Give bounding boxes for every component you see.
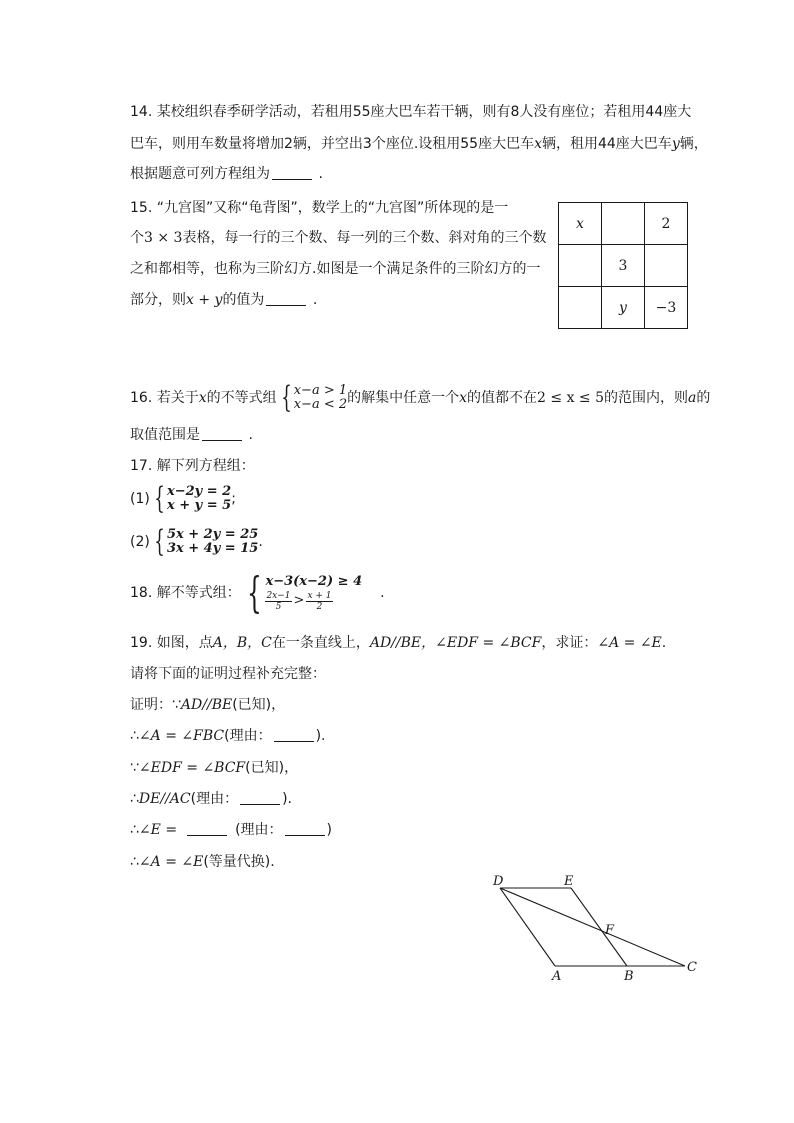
q17-part-2: (2) { 5x + 2y = 25 3x + 4y = 15 . — [130, 524, 263, 559]
q15-line-3: 之和都相等，也称为三阶幻方.如图是一个满足条件的三阶幻方的一 — [130, 261, 541, 277]
magic-cell — [645, 245, 688, 287]
proof-step-3: ∵∠EDF = ∠BCF(已知)， — [130, 760, 299, 776]
magic-cell — [559, 245, 602, 287]
label-A: A — [552, 969, 562, 984]
answer-blank[interactable] — [285, 821, 325, 836]
q18-line: 18. 解不等式组： { x−3(x−2) ≥ 4 $\frac{2x-1}{5}$ > $\frac{x + 1}{2}$ . — [130, 568, 385, 617]
proof-step-1: 证明：∵AD//BE(已知)， — [130, 697, 286, 713]
q15-line-4: 部分，则x + y的值为 . — [130, 292, 318, 308]
inequality-system: { x−a > 1 x−a < 2 — [280, 380, 348, 415]
label-B: B — [624, 969, 634, 984]
q14-line-1: 14. 某校组织春季研学活动，若租用55座大巴车若干辆，则有8人没有座位；若租用44座大 — [130, 104, 692, 120]
proof-step-5: ∴∠E = (理由： ) — [130, 822, 332, 838]
q15-line-1: 15. “九宫图”又称“龟背图”，数学上的“九宫图”所体现的是一 — [130, 200, 509, 216]
proof-step-2: ∴∠A = ∠FBC(理由： ). — [130, 728, 326, 744]
label-C: C — [687, 960, 697, 975]
q14-line-2: 巴车，则用车数量将增加2辆，并空出3个座位.设租用55座大巴车x辆，租用44座大巴车y辆， — [130, 136, 708, 152]
geometry-figure — [480, 868, 720, 988]
answer-blank[interactable] — [202, 426, 242, 441]
magic-square-table — [558, 202, 688, 329]
proof-step-4: ∴DE//AC(理由： ). — [130, 791, 293, 807]
magic-cell: y — [602, 287, 645, 329]
proof-step-6: ∴∠A = ∠E(等量代换). — [130, 854, 275, 870]
answer-blank[interactable] — [187, 821, 227, 836]
q14-line-3: 根据题意可列方程组为 . — [130, 166, 323, 182]
label-E: E — [564, 874, 574, 889]
q19-line-2: 请将下面的证明过程补充完整： — [130, 666, 326, 682]
label-F: F — [605, 923, 615, 938]
q17-title: 17. 解下列方程组： — [130, 458, 255, 474]
q17-part-1: (1) { x−2y = 2 x + y = 5 ; — [130, 481, 236, 516]
answer-blank[interactable] — [240, 790, 280, 805]
magic-cell: −3 — [645, 287, 688, 329]
q15-line-2: 个3 × 3表格，每一行的三个数、每一列的三个数、斜对角的三个数 — [130, 230, 547, 246]
q16-line-2: 取值范围是 . — [130, 427, 253, 443]
magic-cell — [559, 287, 602, 329]
magic-cell — [602, 203, 645, 245]
magic-cell: 2 — [645, 203, 688, 245]
segment-BE — [571, 888, 627, 966]
magic-cell: 3 — [602, 245, 645, 287]
answer-blank[interactable] — [274, 727, 314, 742]
q19-line-1: 19. 如图，点A，B，C在一条直线上，AD//BE，∠EDF = ∠BCF，求证：∠A = ∠E. — [130, 635, 667, 651]
magic-cell: x — [559, 203, 602, 245]
answer-blank[interactable] — [266, 291, 306, 306]
answer-blank[interactable] — [272, 165, 312, 180]
q16-line-1: 16. 若关于x的不等式组 { x−a > 1 x−a < 2 的解集中任意一个x的值都不在2 ≤ x ≤ 5的范围内，则a的 — [130, 380, 711, 415]
label-D: D — [493, 874, 504, 889]
